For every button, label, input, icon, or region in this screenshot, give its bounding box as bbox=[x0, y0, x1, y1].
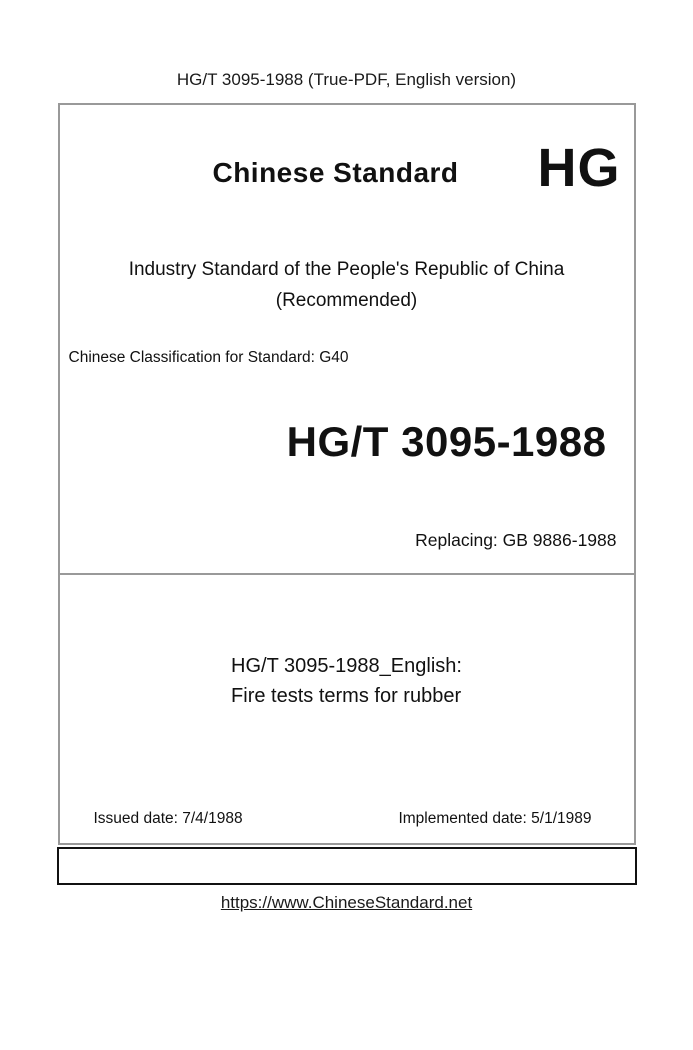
standard-type-line1: Industry Standard of the People's Republic of China bbox=[128, 259, 565, 280]
classification-text: Chinese Classification for Standard: G40 bbox=[68, 349, 349, 366]
document-footer bbox=[0, 893, 693, 913]
english-title-line1: HG/T 3095-1988_English: bbox=[231, 655, 462, 677]
footer-link[interactable]: https://www.ChineseStandard.net bbox=[220, 893, 473, 912]
english-title-inner bbox=[231, 651, 462, 711]
issued-date: Issued date: 7/4/1988 bbox=[93, 810, 243, 827]
replacing-text: Replacing: GB 9886-1988 bbox=[415, 530, 617, 550]
cover-bottom-section bbox=[60, 575, 634, 843]
brand-title: Chinese Standard bbox=[212, 157, 459, 188]
cover-top-section bbox=[60, 105, 634, 575]
dates-row bbox=[94, 810, 592, 828]
cover-box bbox=[58, 103, 636, 845]
standard-type-line2: (Recommended) bbox=[275, 290, 418, 311]
blank-footer-box bbox=[57, 847, 637, 885]
standard-code: HG/T 3095-1988 bbox=[286, 418, 607, 465]
english-title-block bbox=[60, 651, 634, 711]
implemented-date: Implemented date: 5/1/1989 bbox=[398, 810, 592, 827]
document-header-title: HG/T 3095-1988 (True-PDF, English version) bbox=[176, 70, 517, 89]
agency-code-logo: HG bbox=[537, 138, 621, 198]
standard-type-block bbox=[60, 254, 634, 316]
english-title-line2: Fire tests terms for rubber bbox=[231, 685, 462, 707]
